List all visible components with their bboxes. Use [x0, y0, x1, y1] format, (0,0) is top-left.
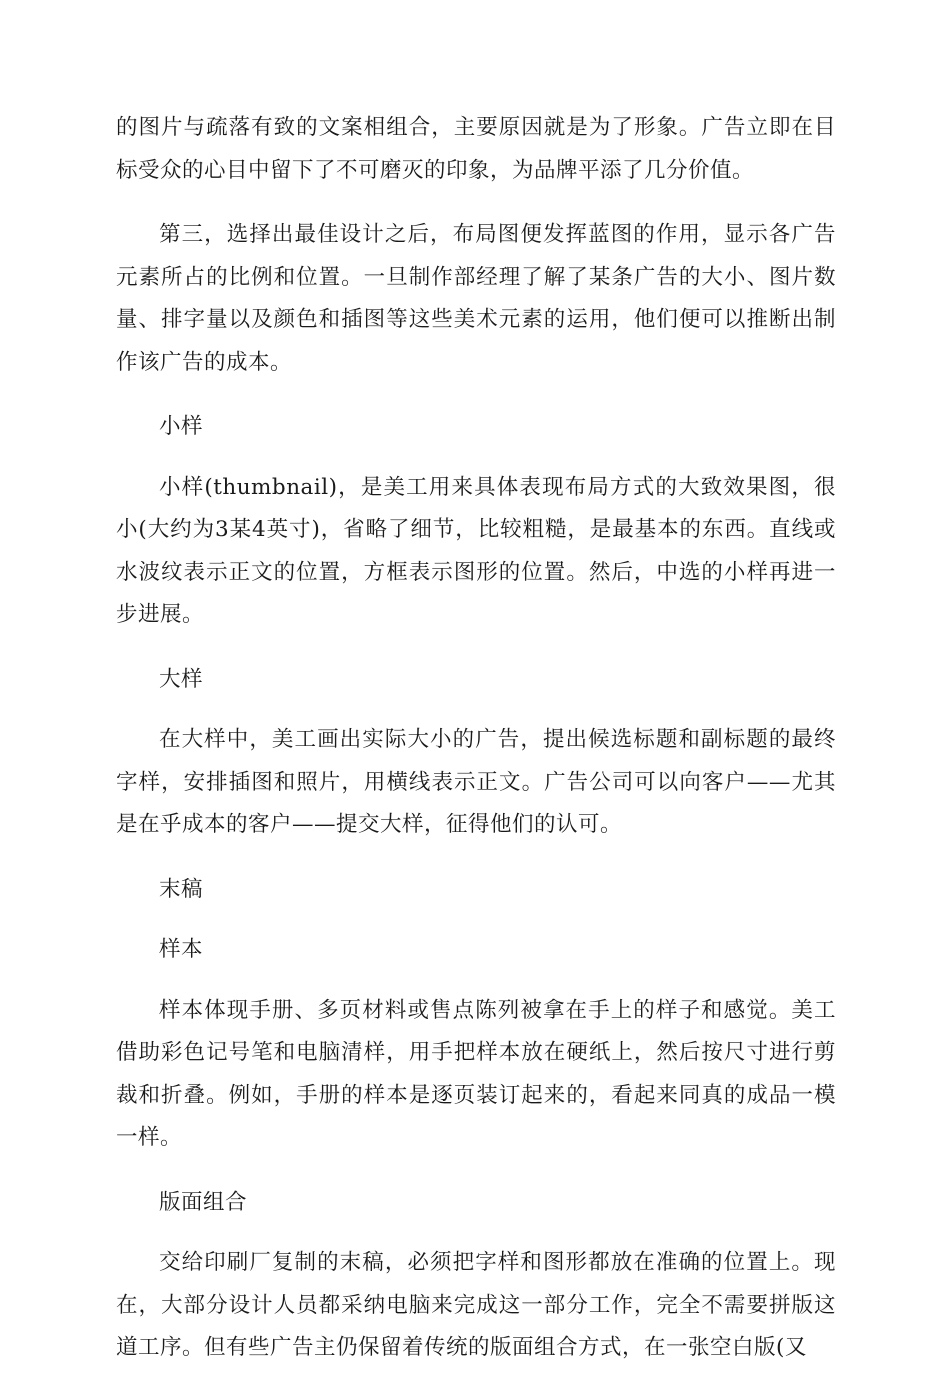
section-heading-final: 末稿	[159, 876, 204, 902]
paragraph-rough: 在大样中，美工画出实际大小的广告，提出候选标题和副标题的最终字样，安排插图和照片，用横线表示正文。广告公司可以向客户——尤其是在乎成本的客户——提交大样，征得他们的认可。	[116, 727, 836, 837]
section-heading-thumbnail: 小样	[159, 414, 204, 439]
section-heading-dummy: 样本	[159, 937, 204, 962]
paragraph-mechanical: 交给印刷厂复制的末稿，必须把字样和图形都放在准确的位置上。现在，大部分设计人员都采纳电脑来完成这一部分工作，完全不需要拼版这道工序。但有些广告主仍保留着传统的版面组合方式，在一张空白版(又	[116, 1250, 836, 1360]
section-heading-mechanical: 版面组合	[159, 1189, 248, 1215]
paragraph-layout-blueprint: 第三，选择出最佳设计之后，布局图便发挥蓝图的作用，显示各广告元素所占的比例和位置。一旦制作部经理了解了某条广告的大小、图片数量、排字量以及颜色和插图等这些美术元素的运用，他们便可以推断出制作该广告的成本。	[116, 222, 836, 375]
paragraph-dummy: 样本体现手册、多页材料或售点陈列被拿在手上的样子和感觉。美工借助彩色记号笔和电脑清样，用手把样本放在硬纸上，然后按尺寸进行剪裁和折叠。例如，手册的样本是逐页装订起来的，看起来同真的成品一模一样。	[116, 997, 836, 1150]
paragraph-thumbnail: 小样(thumbnail)，是美工用来具体表现布局方式的大致效果图，很小(大约为3某4英寸)，省略了细节，比较粗糙，是最基本的东西。直线或水波纹表示正文的位置，方框表示图形的位置。然后，中选的小样再进一步进展。	[116, 474, 836, 627]
document-body	[116, 107, 836, 1392]
section-heading-rough: 大样	[159, 666, 204, 692]
paragraph-continuation: 的图片与疏落有致的文案相组合，主要原因就是为了形象。广告立即在目标受众的心目中留下了不可磨灭的印象，为品牌平添了几分价值。	[116, 115, 836, 183]
